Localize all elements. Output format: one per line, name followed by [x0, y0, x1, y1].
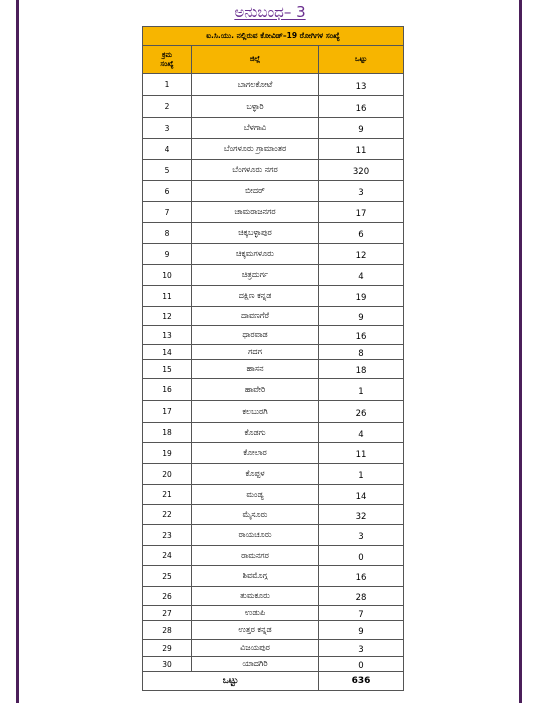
row-serial-number: 14	[143, 345, 192, 360]
header-total: ಒಟ್ಟು	[319, 46, 404, 74]
row-serial-number: 5	[143, 160, 192, 181]
row-serial-number: 19	[143, 443, 192, 464]
row-serial-number: 8	[143, 223, 192, 244]
page-title: ಅನುಬಂಧ– 3	[234, 3, 306, 21]
row-serial-number: 20	[143, 464, 192, 485]
row-serial-number: 27	[143, 606, 192, 621]
row-district: ಕೊಪ್ಪಳ	[192, 464, 319, 485]
row-count: 16	[319, 96, 404, 118]
row-count: 32	[319, 505, 404, 525]
row-district: ಧಾರವಾಡ	[192, 326, 319, 345]
row-district: ಚಿಕ್ಕಬಳ್ಳಾಪುರ	[192, 223, 319, 244]
total-label: ಒಟ್ಟು	[143, 672, 319, 691]
row-district: ಹಾಸನ	[192, 360, 319, 379]
table-row	[143, 244, 404, 265]
row-serial-number: 7	[143, 202, 192, 223]
total-count: 636	[319, 672, 404, 691]
table-row	[143, 286, 404, 307]
row-serial-number: 1	[143, 74, 192, 96]
row-serial-number: 4	[143, 139, 192, 160]
table-row	[143, 546, 404, 566]
row-district: ರಾಯಚೂರು	[192, 525, 319, 546]
row-count: 1	[319, 464, 404, 485]
row-district: ಕೋಲಾರ	[192, 443, 319, 464]
row-district: ಬೀದರ್	[192, 181, 319, 202]
row-serial-number: 15	[143, 360, 192, 379]
row-count: 18	[319, 360, 404, 379]
table-caption-row	[143, 27, 404, 46]
row-district: ವಿಜಯಪುರ	[192, 640, 319, 657]
row-count: 7	[319, 606, 404, 621]
row-count: 4	[319, 265, 404, 286]
table-row	[143, 640, 404, 657]
table-row	[143, 443, 404, 464]
header-serial-line2: ಸಂಖ್ಯೆ	[160, 59, 174, 68]
table-row	[143, 379, 404, 401]
row-serial-number: 9	[143, 244, 192, 265]
table-row	[143, 345, 404, 360]
table-row	[143, 307, 404, 326]
table-row	[143, 96, 404, 118]
page-border-left	[16, 0, 19, 703]
row-serial-number: 3	[143, 118, 192, 139]
row-district: ಶಿವಮೊಗ್ಗ	[192, 566, 319, 587]
row-count: 26	[319, 401, 404, 423]
row-district: ಬಳ್ಳಾರಿ	[192, 96, 319, 118]
row-serial-number: 24	[143, 546, 192, 566]
row-serial-number: 26	[143, 587, 192, 606]
row-serial-number: 13	[143, 326, 192, 345]
table-row	[143, 587, 404, 606]
table-total-row	[143, 672, 404, 691]
table-row	[143, 160, 404, 181]
row-serial-number: 6	[143, 181, 192, 202]
table-row	[143, 181, 404, 202]
row-district: ಹಾವೇರಿ	[192, 379, 319, 401]
row-serial-number: 2	[143, 96, 192, 118]
row-count: 0	[319, 546, 404, 566]
row-count: 17	[319, 202, 404, 223]
table-row	[143, 505, 404, 525]
row-district: ತುಮಕೂರು	[192, 587, 319, 606]
row-count: 1	[319, 379, 404, 401]
row-district: ಬೆಳಗಾವಿ	[192, 118, 319, 139]
row-district: ಮಂಡ್ಯ	[192, 485, 319, 505]
row-serial-number: 22	[143, 505, 192, 525]
table-caption: ಐ.ಸಿ.ಯು. ನಲ್ಲಿರುವ ಕೋವಿಡ್–19 ರೋಗಿಗಳ ಸಂಖ್ಯೆ	[143, 27, 404, 46]
row-count: 16	[319, 566, 404, 587]
table-row	[143, 223, 404, 244]
row-district: ಉತ್ತರ ಕನ್ನಡ	[192, 621, 319, 640]
row-district: ದಾವಣಗೆರೆ	[192, 307, 319, 326]
row-count: 11	[319, 139, 404, 160]
table-row	[143, 485, 404, 505]
row-district: ಬೆಂಗಳೂರು ಗ್ರಾಮಾಂತರ	[192, 139, 319, 160]
row-district: ರಾಮನಗರ	[192, 546, 319, 566]
table-row	[143, 265, 404, 286]
row-count: 14	[319, 485, 404, 505]
row-count: 4	[319, 423, 404, 443]
table-row	[143, 360, 404, 379]
table-row	[143, 74, 404, 96]
row-count: 11	[319, 443, 404, 464]
row-district: ಕೊಡಗು	[192, 423, 319, 443]
icu-patients-table	[142, 26, 404, 691]
row-serial-number: 29	[143, 640, 192, 657]
row-district: ಚಾಮರಾಜನಗರ	[192, 202, 319, 223]
row-serial-number: 21	[143, 485, 192, 505]
row-district: ದಕ್ಷಿಣ ಕನ್ನಡ	[192, 286, 319, 307]
row-serial-number: 12	[143, 307, 192, 326]
table-row	[143, 525, 404, 546]
table-row	[143, 118, 404, 139]
row-serial-number: 10	[143, 265, 192, 286]
header-serial-number	[143, 46, 192, 74]
row-count: 9	[319, 118, 404, 139]
table-row	[143, 401, 404, 423]
row-district: ಬಾಗಲಕೋಟೆ	[192, 74, 319, 96]
row-count: 16	[319, 326, 404, 345]
table-row	[143, 202, 404, 223]
header-serial-line1: ಕ್ರಮ	[161, 50, 173, 59]
row-count: 320	[319, 160, 404, 181]
row-count: 12	[319, 244, 404, 265]
row-serial-number: 30	[143, 657, 192, 672]
page-border-right	[519, 0, 522, 703]
row-district: ಉಡುಪಿ	[192, 606, 319, 621]
table-row	[143, 566, 404, 587]
table-row	[143, 606, 404, 621]
row-count: 0	[319, 657, 404, 672]
row-district: ಯಾದಗಿರಿ	[192, 657, 319, 672]
row-count: 3	[319, 640, 404, 657]
row-count: 6	[319, 223, 404, 244]
row-district: ಬೆಂಗಳೂರು ನಗರ	[192, 160, 319, 181]
row-count: 28	[319, 587, 404, 606]
row-serial-number: 11	[143, 286, 192, 307]
row-serial-number: 28	[143, 621, 192, 640]
row-district: ಮೈಸೂರು	[192, 505, 319, 525]
table-row	[143, 621, 404, 640]
row-count: 9	[319, 307, 404, 326]
row-serial-number: 17	[143, 401, 192, 423]
row-count: 8	[319, 345, 404, 360]
row-serial-number: 25	[143, 566, 192, 587]
row-serial-number: 18	[143, 423, 192, 443]
row-count: 3	[319, 525, 404, 546]
row-district: ಚಿತ್ರದುರ್ಗ	[192, 265, 319, 286]
row-district: ಕಲಬುರಗಿ	[192, 401, 319, 423]
row-count: 9	[319, 621, 404, 640]
row-district: ಚಿಕ್ಕಮಗಳೂರು	[192, 244, 319, 265]
row-count: 13	[319, 74, 404, 96]
row-serial-number: 16	[143, 379, 192, 401]
table-row	[143, 139, 404, 160]
row-count: 19	[319, 286, 404, 307]
row-serial-number: 23	[143, 525, 192, 546]
row-district: ಗದಗ	[192, 345, 319, 360]
table-row	[143, 326, 404, 345]
header-district: ಜಿಲ್ಲೆ	[192, 46, 319, 74]
table-row	[143, 423, 404, 443]
row-count: 3	[319, 181, 404, 202]
table-row	[143, 464, 404, 485]
table-row	[143, 657, 404, 672]
table-header-row	[143, 46, 404, 74]
